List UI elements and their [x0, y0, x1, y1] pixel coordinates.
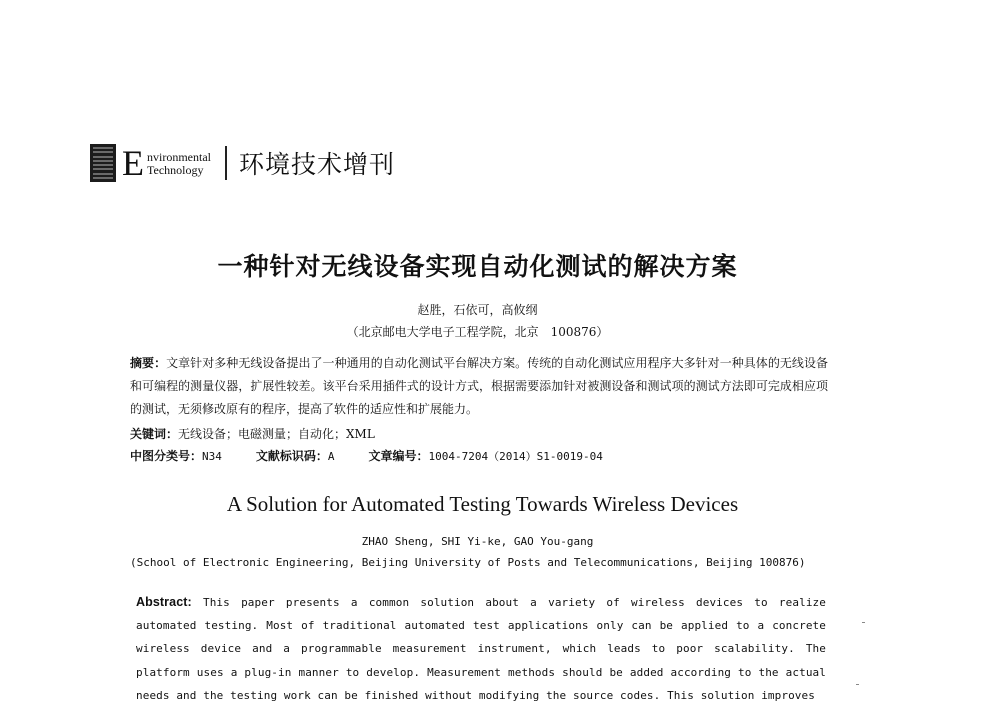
abstract-cn — [130, 352, 828, 421]
abstract-en-label: Abstract: — [136, 595, 192, 609]
document-code-label: 文献标识码： — [255, 449, 328, 463]
paper-title-cn: 一种针对无线设备实现自动化测试的解决方案 — [217, 252, 738, 281]
affiliation-cn: （北京邮电大学电子工程学院，北京 100876） — [346, 325, 609, 339]
document-code — [256, 447, 335, 464]
affiliation-en: (School of Electronic Engineering, Beijing University of Posts and Telecommunications, Beijing 100876) — [130, 556, 806, 569]
authors-cn: 赵胜，石依可，高攸纲 — [417, 303, 538, 317]
scan-speck — [856, 684, 859, 685]
journal-logo-initial: E — [122, 143, 144, 183]
abstract-en — [136, 591, 826, 707]
authors-en: ZHAO Sheng, SHI Yi-ke, GAO You-gang — [361, 535, 594, 548]
journal-logo-icon — [90, 144, 116, 182]
journal-english-name — [147, 151, 211, 177]
journal-header — [90, 142, 395, 184]
journal-chinese-name: 环境技术增刊 — [238, 150, 395, 179]
clc-value: N34 — [202, 450, 222, 463]
article-number-label: 文章编号： — [368, 449, 429, 463]
journal-english-line1: nvironmental — [147, 150, 211, 164]
abstract-cn-label: 摘要： — [130, 356, 167, 370]
keywords-cn — [130, 425, 375, 442]
article-number-value: 1004-7204（2014）S1-0019-04 — [428, 450, 603, 463]
keywords-cn-text: 无线设备；电磁测量；自动化；XML — [178, 427, 375, 441]
scan-speck — [862, 622, 865, 623]
paper-title-en: A Solution for Automated Testing Towards Wireless Devices — [226, 492, 739, 516]
journal-english-line2: Technology — [147, 163, 204, 177]
clc-number — [130, 447, 222, 464]
article-number — [369, 447, 603, 464]
abstract-en-text: This paper presents a common solution about a variety of wireless devices to realize automated testing. Most of traditional automated test applications only can be applied to a concrete wireless device and a programmable measurement instrument, which leads to poor scalability. The platform uses a plug-in manner to develop. Measurement methods should be added according to the actual needs and the testing work can be finished without modifying the source codes. This solution improves — [136, 596, 826, 702]
journal-divider — [225, 146, 227, 180]
keywords-cn-label: 关键词： — [130, 427, 179, 441]
clc-label: 中图分类号： — [130, 449, 203, 463]
abstract-cn-text: 文章针对多种无线设备提出了一种通用的自动化测试平台解决方案。传统的自动化测试应用程序大多针对一种具体的无线设备和可编程的测量仪器，扩展性较差。该平台采用插件式的设计方式，根据需要添加针对被测设备和测试项的测试方法即可完成相应项的测试，无须修改原有的程序，提高了软件的适应性和扩展能力。 — [130, 356, 828, 416]
classification-row — [130, 447, 637, 464]
document-code-value: A — [327, 450, 335, 463]
